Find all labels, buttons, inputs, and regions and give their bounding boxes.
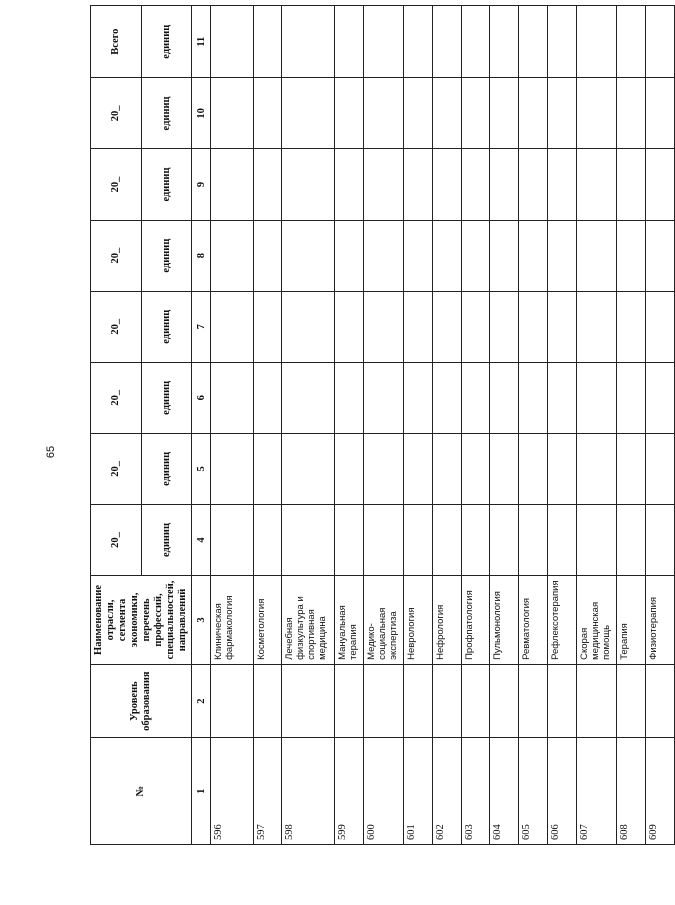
value-cell: [548, 220, 577, 291]
value-cell: [519, 362, 548, 433]
value-cell: [363, 504, 404, 575]
level-cell: [363, 664, 404, 737]
level-cell: [461, 664, 490, 737]
value-cell: [211, 504, 254, 575]
column-number: 6: [192, 362, 211, 433]
value-cell: [519, 220, 548, 291]
value-cell: [617, 362, 646, 433]
specialty-name: Ревматология: [519, 576, 548, 665]
row-number: 604: [490, 738, 519, 845]
col-header-year: 20_: [91, 362, 142, 433]
value-cell: [432, 220, 461, 291]
value-cell: [548, 504, 577, 575]
level-cell: [282, 664, 334, 737]
value-cell: [253, 433, 282, 504]
table-row: [461, 6, 490, 845]
value-cell: [490, 220, 519, 291]
value-cell: [646, 220, 675, 291]
level-cell: [211, 664, 254, 737]
value-cell: [519, 291, 548, 362]
value-cell: [363, 6, 404, 78]
value-cell: [282, 291, 334, 362]
value-cell: [576, 291, 617, 362]
value-cell: [519, 6, 548, 78]
value-cell: [548, 433, 577, 504]
header-row-years: [91, 6, 142, 845]
value-cell: [646, 362, 675, 433]
value-cell: [363, 149, 404, 220]
table-row: [404, 6, 433, 845]
specialty-name: Нефрология: [432, 576, 461, 665]
value-cell: [253, 362, 282, 433]
value-cell: [432, 149, 461, 220]
col-header-year: 20_: [91, 504, 142, 575]
specialty-name: Клиническая фармакология: [211, 576, 254, 665]
table-row: [617, 6, 646, 845]
value-cell: [461, 220, 490, 291]
value-cell: [282, 504, 334, 575]
value-cell: [490, 78, 519, 149]
table-row: [432, 6, 461, 845]
specialty-name: Лечебная физкультура и спортивная медицина: [282, 576, 334, 665]
row-number: 606: [548, 738, 577, 845]
value-cell: [646, 433, 675, 504]
value-cell: [211, 6, 254, 78]
value-cell: [461, 291, 490, 362]
value-cell: [617, 149, 646, 220]
value-cell: [334, 504, 363, 575]
value-cell: [617, 291, 646, 362]
column-number: 8: [192, 220, 211, 291]
value-cell: [253, 291, 282, 362]
value-cell: [548, 291, 577, 362]
value-cell: [253, 504, 282, 575]
value-cell: [282, 78, 334, 149]
level-cell: [617, 664, 646, 737]
value-cell: [432, 291, 461, 362]
col-header-unit: единиц: [141, 504, 192, 575]
value-cell: [253, 78, 282, 149]
value-cell: [282, 220, 334, 291]
value-cell: [334, 78, 363, 149]
row-number: 607: [576, 738, 617, 845]
col-header-unit: единиц: [141, 362, 192, 433]
table-row: [282, 6, 334, 845]
value-cell: [576, 362, 617, 433]
page-number: 65: [45, 445, 57, 459]
value-cell: [404, 220, 433, 291]
table-row: [646, 6, 675, 845]
specialty-name: Физиотерапия: [646, 576, 675, 665]
level-cell: [646, 664, 675, 737]
column-number: 10: [192, 78, 211, 149]
column-number: 9: [192, 149, 211, 220]
value-cell: [253, 220, 282, 291]
value-cell: [617, 6, 646, 78]
value-cell: [576, 504, 617, 575]
value-cell: [617, 504, 646, 575]
value-cell: [404, 433, 433, 504]
value-cell: [576, 78, 617, 149]
value-cell: [646, 291, 675, 362]
column-number: 4: [192, 504, 211, 575]
value-cell: [404, 78, 433, 149]
col-header-unit: единиц: [141, 6, 192, 78]
col-header-year: 20_: [91, 220, 142, 291]
col-header-name: Наименование отрасли, сегмента экономики, перечень профессий, специальностей, направлений: [91, 576, 192, 665]
value-cell: [282, 433, 334, 504]
value-cell: [576, 149, 617, 220]
table-row: [490, 6, 519, 845]
table-row: [363, 6, 404, 845]
value-cell: [490, 504, 519, 575]
value-cell: [490, 6, 519, 78]
value-cell: [334, 291, 363, 362]
value-cell: [490, 149, 519, 220]
value-cell: [211, 220, 254, 291]
row-number: 599: [334, 738, 363, 845]
value-cell: [404, 291, 433, 362]
value-cell: [576, 6, 617, 78]
value-cell: [363, 78, 404, 149]
value-cell: [617, 433, 646, 504]
row-number: 608: [617, 738, 646, 845]
value-cell: [461, 362, 490, 433]
col-header-unit: единиц: [141, 78, 192, 149]
value-cell: [519, 433, 548, 504]
value-cell: [363, 291, 404, 362]
value-cell: [490, 362, 519, 433]
table-row: [253, 6, 282, 845]
column-number: 1: [192, 738, 211, 845]
column-number: 5: [192, 433, 211, 504]
col-header-year: 20_: [91, 149, 142, 220]
col-header-year: 20_: [91, 78, 142, 149]
value-cell: [490, 433, 519, 504]
value-cell: [646, 504, 675, 575]
value-cell: [363, 433, 404, 504]
value-cell: [404, 149, 433, 220]
rotated-table-wrapper: [90, 5, 660, 845]
specialty-name: Мануальная терапия: [334, 576, 363, 665]
data-table: [90, 5, 675, 845]
value-cell: [548, 78, 577, 149]
value-cell: [461, 149, 490, 220]
value-cell: [548, 149, 577, 220]
col-header-year: 20_: [91, 291, 142, 362]
value-cell: [282, 149, 334, 220]
col-header-total: Всего: [91, 6, 142, 78]
value-cell: [334, 149, 363, 220]
row-number: 609: [646, 738, 675, 845]
level-cell: [519, 664, 548, 737]
value-cell: [432, 78, 461, 149]
value-cell: [334, 6, 363, 78]
value-cell: [211, 433, 254, 504]
level-cell: [576, 664, 617, 737]
specialty-name: Скорая медицинская помощь: [576, 576, 617, 665]
col-header-unit: единиц: [141, 220, 192, 291]
row-number: 598: [282, 738, 334, 845]
value-cell: [404, 504, 433, 575]
row-number: 596: [211, 738, 254, 845]
specialty-name: Профпатология: [461, 576, 490, 665]
value-cell: [646, 6, 675, 78]
value-cell: [519, 504, 548, 575]
value-cell: [617, 220, 646, 291]
row-number: 605: [519, 738, 548, 845]
value-cell: [617, 78, 646, 149]
col-header-unit: единиц: [141, 149, 192, 220]
column-number: 2: [192, 664, 211, 737]
value-cell: [211, 149, 254, 220]
table-row: [211, 6, 254, 845]
column-number-row: [192, 6, 211, 845]
value-cell: [363, 362, 404, 433]
column-number: 7: [192, 291, 211, 362]
value-cell: [211, 362, 254, 433]
value-cell: [461, 6, 490, 78]
value-cell: [461, 433, 490, 504]
level-cell: [548, 664, 577, 737]
specialty-name: Косметология: [253, 576, 282, 665]
value-cell: [211, 291, 254, 362]
row-number: 597: [253, 738, 282, 845]
value-cell: [519, 149, 548, 220]
value-cell: [253, 6, 282, 78]
specialty-name: Неврология: [404, 576, 433, 665]
value-cell: [519, 78, 548, 149]
value-cell: [548, 6, 577, 78]
level-cell: [490, 664, 519, 737]
value-cell: [576, 220, 617, 291]
row-number: 600: [363, 738, 404, 845]
value-cell: [253, 149, 282, 220]
column-number: 11: [192, 6, 211, 78]
col-header-year: 20_: [91, 433, 142, 504]
level-cell: [253, 664, 282, 737]
col-header-unit: единиц: [141, 291, 192, 362]
value-cell: [432, 6, 461, 78]
table-row: [548, 6, 577, 845]
value-cell: [548, 362, 577, 433]
column-number: 3: [192, 576, 211, 665]
value-cell: [646, 149, 675, 220]
level-cell: [404, 664, 433, 737]
value-cell: [432, 433, 461, 504]
value-cell: [334, 220, 363, 291]
value-cell: [404, 362, 433, 433]
table-row: [519, 6, 548, 845]
value-cell: [646, 78, 675, 149]
col-header-unit: единиц: [141, 433, 192, 504]
value-cell: [282, 362, 334, 433]
specialty-name: Терапия: [617, 576, 646, 665]
value-cell: [334, 362, 363, 433]
value-cell: [404, 6, 433, 78]
specialty-name: Медико-социальная экспертиза: [363, 576, 404, 665]
value-cell: [461, 504, 490, 575]
value-cell: [363, 220, 404, 291]
specialty-name: Пульмонология: [490, 576, 519, 665]
row-number: 601: [404, 738, 433, 845]
value-cell: [282, 6, 334, 78]
value-cell: [432, 362, 461, 433]
value-cell: [432, 504, 461, 575]
value-cell: [576, 433, 617, 504]
value-cell: [490, 291, 519, 362]
table-row: [334, 6, 363, 845]
level-cell: [334, 664, 363, 737]
col-header-level: Уровень образования: [91, 664, 192, 737]
col-header-num: №: [91, 738, 192, 845]
specialty-name: Рефлексотерапия: [548, 576, 577, 665]
value-cell: [461, 78, 490, 149]
value-cell: [211, 78, 254, 149]
value-cell: [334, 433, 363, 504]
row-number: 602: [432, 738, 461, 845]
level-cell: [432, 664, 461, 737]
row-number: 603: [461, 738, 490, 845]
table-row: [576, 6, 617, 845]
